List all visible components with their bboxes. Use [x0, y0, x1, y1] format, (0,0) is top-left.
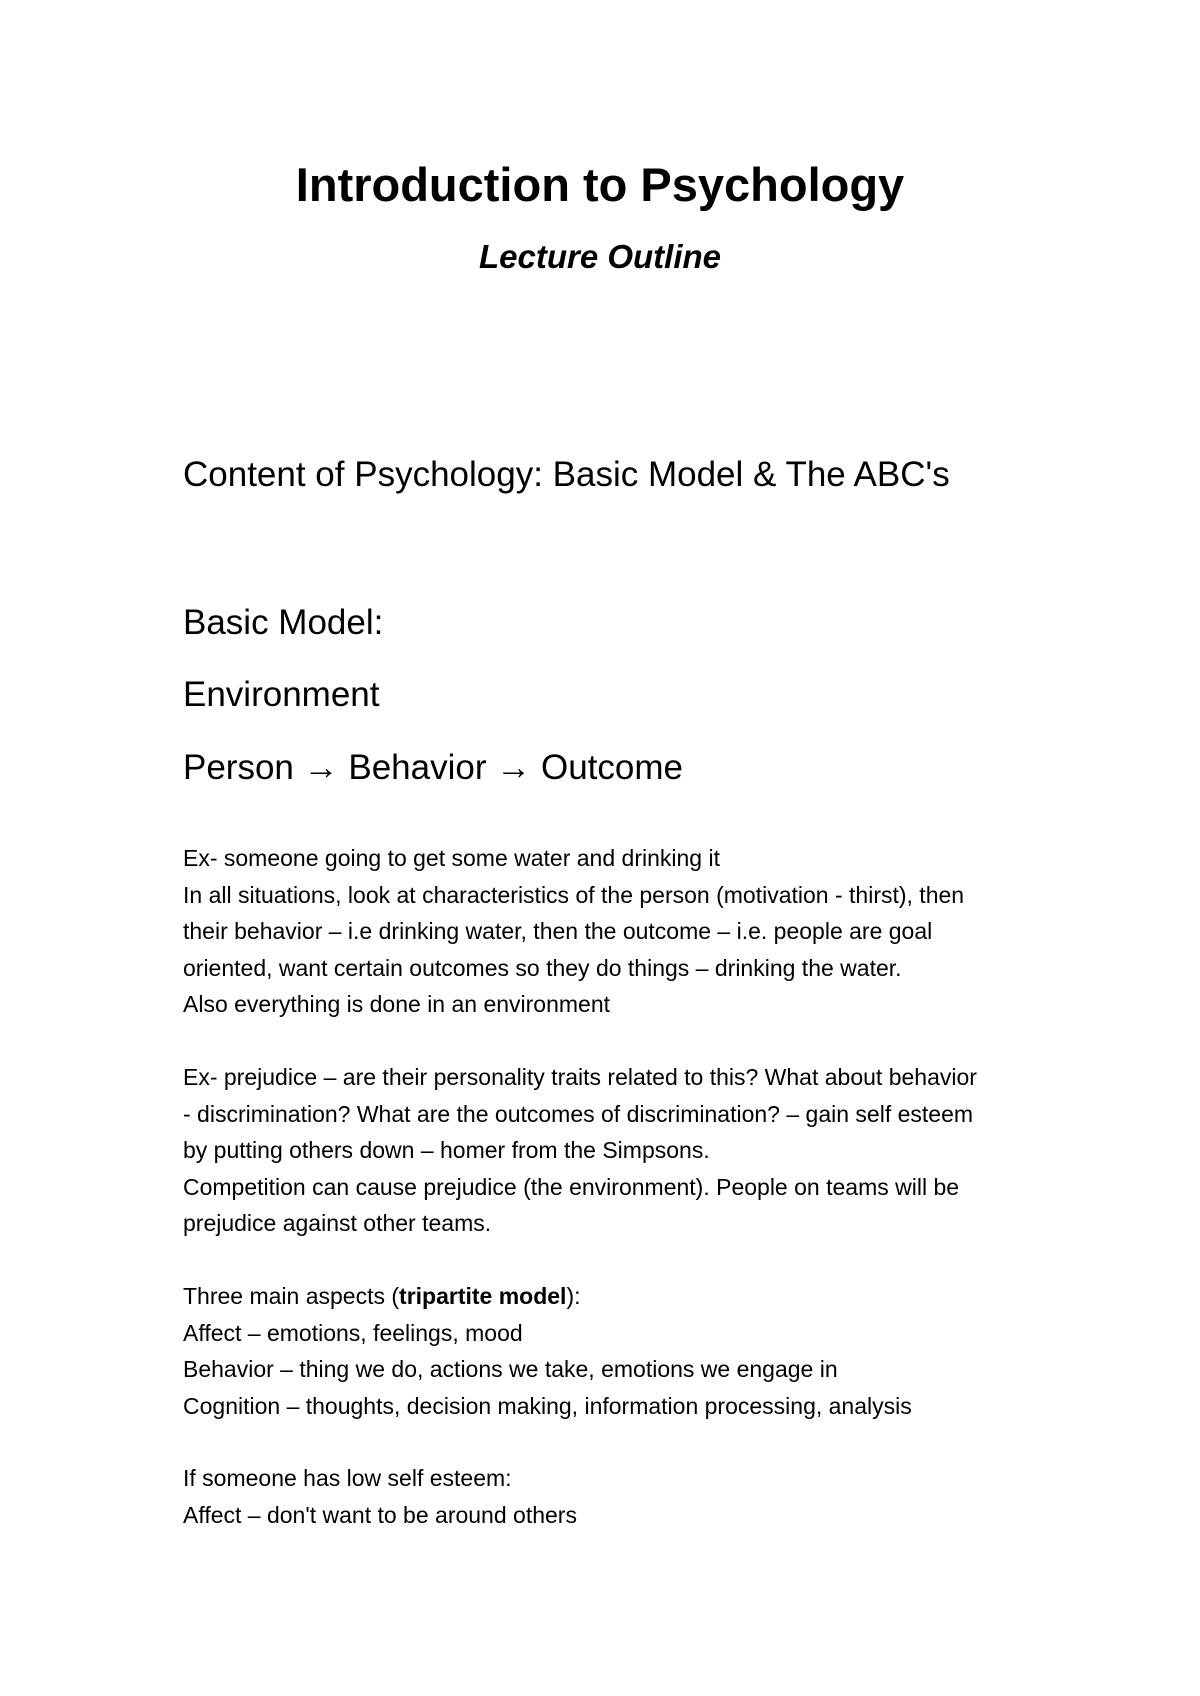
aspects-intro-text: Three main aspects (: [183, 1283, 400, 1309]
section-heading: Content of Psychology: Basic Model & The ABC's: [183, 455, 950, 494]
flow-arrow-icon: →: [496, 748, 532, 787]
model-flow: [183, 746, 683, 790]
low-self-esteem-intro: If someone has low self esteem:: [183, 1465, 512, 1491]
flow-arrow-icon: →: [303, 748, 339, 787]
low-self-esteem-section: [183, 1460, 1063, 1533]
aspect-affect: Affect – emotions, feelings, mood: [183, 1319, 523, 1346]
text-line: Also everything is done in an environment: [183, 991, 611, 1017]
low-self-esteem-affect: Affect – don't want to be around others: [183, 1501, 577, 1528]
text-line: - discrimination? What are the outcomes of discrimination? – gain self esteem: [183, 1100, 974, 1127]
aspects-intro-text: ):: [566, 1283, 581, 1309]
aspects-intro: [183, 1278, 1063, 1315]
text-line: Ex- someone going to get some water and drinking it: [183, 845, 720, 871]
flow-person: Person: [183, 748, 294, 787]
text-line: oriented, want certain outcomes so they do things – drinking the water.: [183, 954, 902, 981]
text-line: Ex- prejudice – are their personality traits related to this? What about behavior: [183, 1064, 977, 1090]
document-title: Introduction to Psychology: [295, 158, 905, 211]
example-water-paragraph: [183, 840, 1063, 1023]
aspect-behavior: Behavior – thing we do, actions we take, emotions we engage in: [183, 1356, 838, 1382]
text-line: Competition can cause prejudice (the environment). People on teams will be: [183, 1173, 960, 1200]
text-line: In all situations, look at characteristics of the person (motivation - thirst), then: [183, 881, 965, 908]
environment-label: Environment: [183, 675, 380, 714]
example-prejudice-paragraph: [183, 1059, 1063, 1242]
text-line: prejudice against other teams.: [183, 1210, 492, 1236]
document-subtitle: Lecture Outline: [478, 238, 722, 275]
basic-model-label: Basic Model:: [183, 603, 384, 642]
text-line: their behavior – i.e drinking water, then the outcome – i.e. people are goal: [183, 918, 933, 944]
aspect-cognition: Cognition – thoughts, decision making, information processing, analysis: [183, 1392, 912, 1419]
aspects-list: [183, 1278, 1063, 1424]
flow-outcome: Outcome: [540, 748, 683, 787]
tripartite-model-term: tripartite model: [399, 1283, 567, 1309]
flow-behavior: Behavior: [348, 748, 487, 787]
text-line: by putting others down – homer from the Simpsons.: [183, 1137, 710, 1163]
